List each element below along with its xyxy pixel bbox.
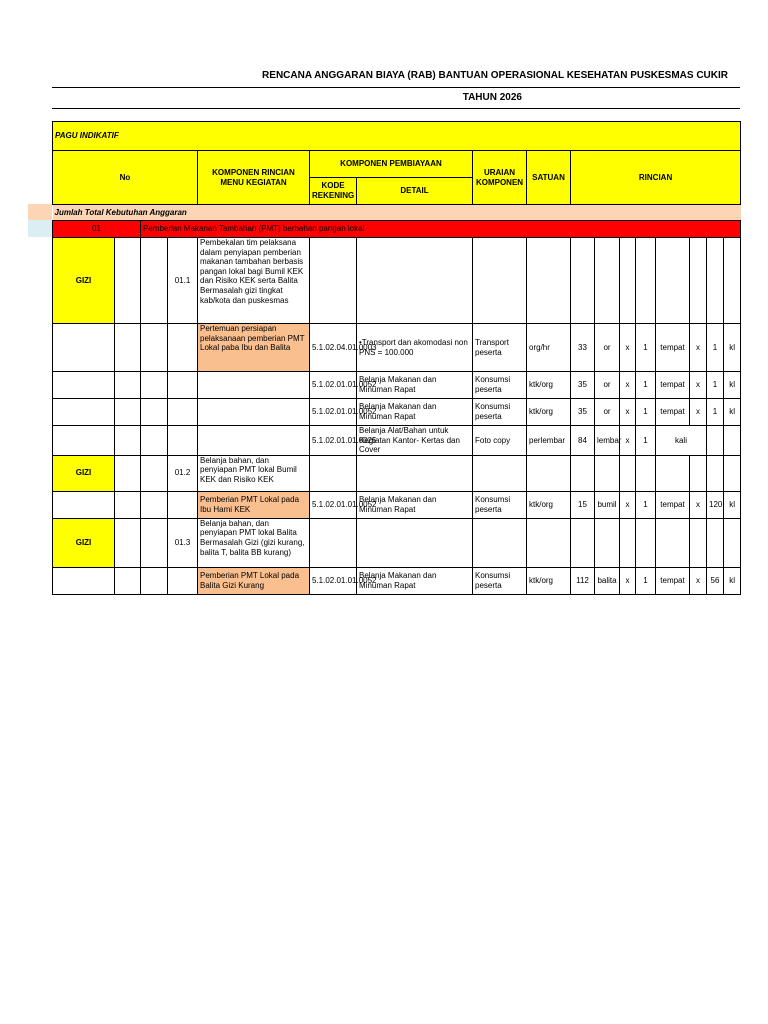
kode-rekening: 5.1.02.04.01.0003 (310, 324, 357, 372)
unit-2: tempat (656, 372, 690, 399)
detail: •Transport dan akomodasi non PNS = 100.000 (357, 324, 473, 372)
unit-2: tempat (656, 399, 690, 426)
unit-3: kl (724, 399, 741, 426)
uraian: Konsumsi peserta (473, 491, 527, 518)
times-2: x (690, 567, 707, 594)
section-number: 01 (53, 221, 141, 238)
times-2: x (690, 491, 707, 518)
section-row (53, 221, 741, 238)
kode-rekening: 5.1.02.01.01.0052 (310, 372, 357, 399)
detail: Belanja Makanan dan Minuman Rapat (357, 399, 473, 426)
satuan: ktk/org (527, 372, 571, 399)
qty-1: 112 (571, 567, 595, 594)
qty-3: 1 (707, 399, 724, 426)
col-header-no: No (53, 151, 198, 205)
times-1: x (620, 567, 636, 594)
row-marker-peach (28, 204, 52, 220)
times-1: x (620, 399, 636, 426)
times-2: x (690, 372, 707, 399)
pagu-label: PAGU INDIKATIF (53, 122, 741, 151)
kode-rekening: 5.1.02.01.01.0052 (310, 567, 357, 594)
qty-2: 1 (636, 491, 656, 518)
col-header-kode-rekening: KODE REKENING (310, 178, 357, 205)
unit-1: or (595, 372, 620, 399)
times-2: x (690, 399, 707, 426)
satuan: ktk/org (527, 567, 571, 594)
unit-3: kl (724, 491, 741, 518)
kode-rekening: 5.1.02.01.01.0025 (310, 426, 357, 456)
col-header-komponen-pembiayaan: KOMPONEN PEMBIAYAAN (310, 151, 473, 178)
qty-3: 1 (707, 324, 724, 372)
unit-1: balita (595, 567, 620, 594)
kegiatan-text: Pemberian PMT Lokal pada Ibu Hami KEK (198, 491, 310, 518)
col-header-komponen-rincian: KOMPONEN RINCIAN MENU KEGIATAN (198, 151, 310, 205)
qty-1: 35 (571, 372, 595, 399)
times-2: x (690, 324, 707, 372)
qty-3: 56 (707, 567, 724, 594)
satuan: ktk/org (527, 399, 571, 426)
menu-text: Belanja bahan, dan penyiapan PMT lokal Balita Bermasalah Gizi (gizi kurang, balita T, balita BB kurang) (198, 518, 310, 567)
table-row (53, 426, 741, 456)
uraian: Konsumsi peserta (473, 372, 527, 399)
detail: Belanja Makanan dan Minuman Rapat (357, 567, 473, 594)
menu-code: 01.2 (168, 455, 198, 491)
uraian: Konsumsi peserta (473, 567, 527, 594)
menu-row-01-1 (53, 238, 741, 324)
menu-code: 01.1 (168, 238, 198, 324)
qty-1: 33 (571, 324, 595, 372)
menu-row-01-3 (53, 518, 741, 567)
col-header-rincian: RINCIAN (571, 151, 741, 205)
table-row (53, 567, 741, 594)
document-title: RENCANA ANGGARAN BIAYA (RAB) BANTUAN OPERASIONAL KESEHATAN PUSKESMAS CUKIR (262, 70, 728, 81)
qty-2: 1 (636, 399, 656, 426)
detail: Belanja Makanan dan Minuman Rapat (357, 491, 473, 518)
jumlah-label: Jumlah Total Kebutuhan Anggaran (53, 205, 741, 221)
kegiatan-text: Pertemuan persiapan pelaksanaan pemberian PMT Lokal paba Ibu dan Balita (198, 324, 310, 372)
table-row (53, 372, 741, 399)
unit-2: tempat (656, 324, 690, 372)
pagu-row (53, 122, 741, 151)
qty-2: 1 (636, 372, 656, 399)
menu-text: Pembekalan tim pelaksana dalam penyiapan pemberian makanan tambahan berbasis pangan lokal bagi Bumil KEK dan Risiko KEK serta Balita Bermasalah gizi tingkat kab/kota dan puskesmas (198, 238, 310, 324)
unit-2: tempat (656, 567, 690, 594)
times-1: x (620, 426, 636, 456)
category-gizi: GIZI (53, 455, 115, 491)
qty-2: 1 (636, 426, 656, 456)
satuan: org/hr (527, 324, 571, 372)
unit-1: lembar (595, 426, 620, 456)
qty-2: 1 (636, 567, 656, 594)
col-header-detail: DETAIL (357, 178, 473, 205)
times-1: x (620, 372, 636, 399)
times-1: x (620, 324, 636, 372)
jumlah-row (53, 205, 741, 221)
col-header-satuan: SATUAN (527, 151, 571, 205)
section-label: Pemberian Makanan Tambahan (PMT) berbahan pangan lokal (141, 221, 741, 238)
qty-2: 1 (636, 324, 656, 372)
qty-1: 15 (571, 491, 595, 518)
kode-rekening: 5.1.02.01.01.0052 (310, 399, 357, 426)
unit-1: bumil (595, 491, 620, 518)
unit-2: kali (656, 426, 707, 456)
unit-1: or (595, 324, 620, 372)
table-row (53, 324, 741, 372)
unit-1: or (595, 399, 620, 426)
qty-1: 35 (571, 399, 595, 426)
uraian: Foto copy (473, 426, 527, 456)
unit-3: kl (724, 372, 741, 399)
year-divider (52, 108, 740, 109)
table-row (53, 399, 741, 426)
table-row (53, 491, 741, 518)
qty-3: 1 (707, 372, 724, 399)
unit-2: tempat (656, 491, 690, 518)
qty-1: 84 (571, 426, 595, 456)
category-gizi: GIZI (53, 518, 115, 567)
col-header-uraian: URAIAN KOMPONEN (473, 151, 527, 205)
unit-3: kl (724, 324, 741, 372)
kegiatan-text: Pemberian PMT Lokal pada Balita Gizi Kurang (198, 567, 310, 594)
uraian: Konsumsi peserta (473, 399, 527, 426)
menu-text: Belanja bahan, dan penyiapan PMT lokal Bumil KEK dan Risiko KEK (198, 455, 310, 491)
kode-rekening: 5.1.02.01.01.0052 (310, 491, 357, 518)
header-row-1 (53, 151, 741, 178)
unit-3: kl (724, 567, 741, 594)
rab-table (52, 121, 741, 595)
times-1: x (620, 491, 636, 518)
detail: Belanja Alat/Bahan untuk Kegiatan Kantor- Kertas dan Cover (357, 426, 473, 456)
satuan: ktk/org (527, 491, 571, 518)
qty-3: 120 (707, 491, 724, 518)
category-gizi: GIZI (53, 238, 115, 324)
menu-code: 01.3 (168, 518, 198, 567)
menu-row-01-2 (53, 455, 741, 491)
satuan: perlembar (527, 426, 571, 456)
title-divider (52, 87, 740, 88)
uraian: Transport peserta (473, 324, 527, 372)
row-marker-blue (28, 220, 52, 237)
document-year: TAHUN 2026 (462, 92, 522, 103)
detail: Belanja Makanan dan Minuman Rapat (357, 372, 473, 399)
